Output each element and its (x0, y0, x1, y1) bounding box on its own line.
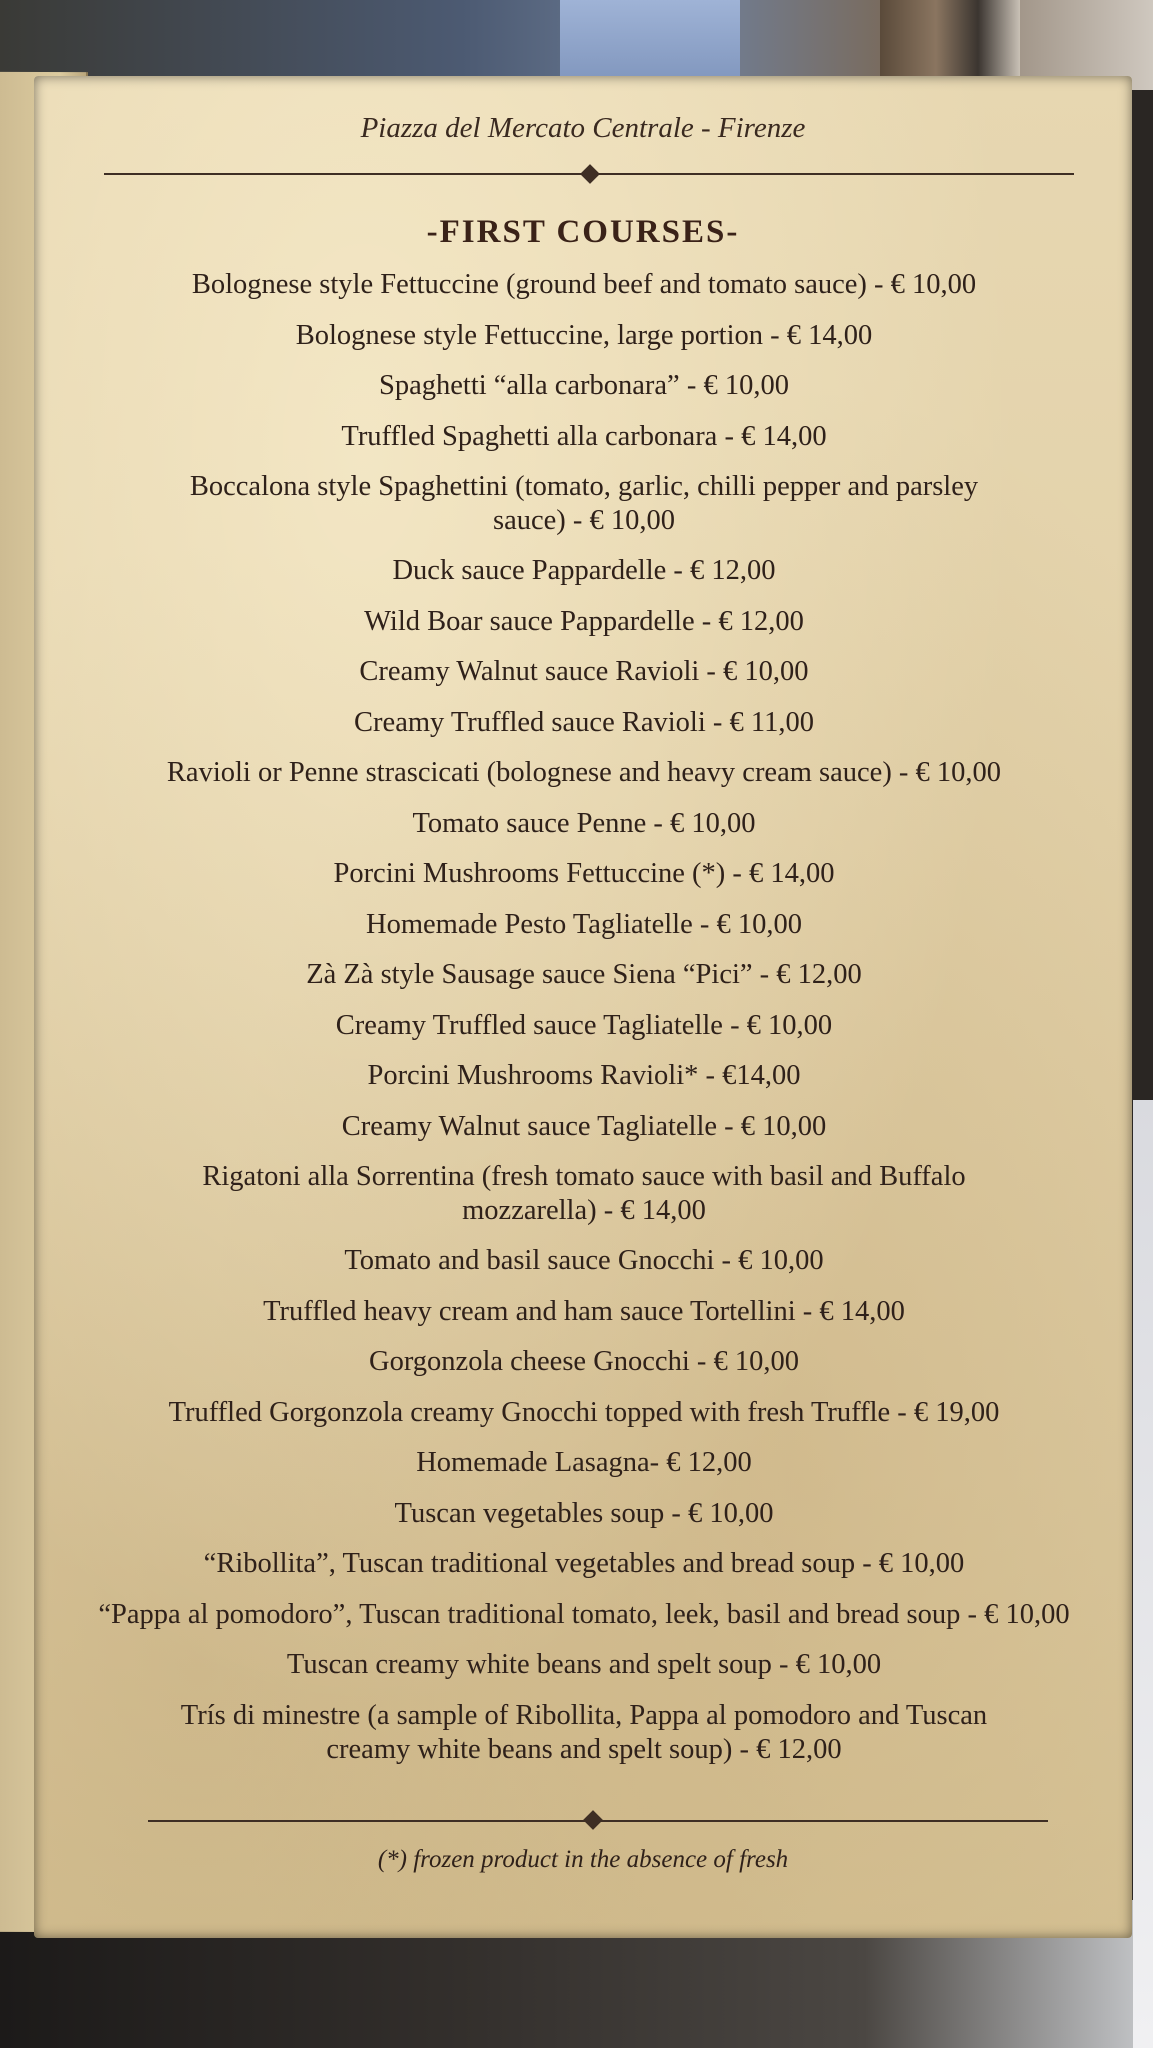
menu-item: Homemade Pesto Tagliatelle - € 10,00 (366, 908, 802, 940)
menu-item: Homemade Lasagna- € 12,00 (416, 1447, 752, 1478)
menu-item: Ravioli or Penne strascicati (bolognese and heavy cream sauce) - € 10,00 (166, 757, 1002, 788)
menu-item: Boccalona style Spaghettini (tomato, garlic, chilli pepper and parsley sauce) - € 10,00 (189, 471, 979, 536)
menu-item: Tomato sauce Penne - € 10,00 (412, 807, 756, 839)
menu-item: Truffled heavy cream and ham sauce Tortellini - € 14,00 (263, 1295, 905, 1327)
menu-item: Tomato and basil sauce Gnocchi - € 10,00 (344, 1245, 824, 1276)
menu-items-list (94, 268, 1074, 1783)
menu-item: “Pappa al pomodoro”, Tuscan traditional tomato, leek, basil and bread soup - € 10,00 (98, 1598, 1070, 1630)
menu-item: Porcini Mushrooms Ravioli* - €14,00 (367, 1060, 801, 1091)
background-tablecloth (1133, 1100, 1153, 2048)
menu-item: Porcini Mushrooms Fettuccine (*) - € 14,00 (333, 858, 835, 889)
menu-item: Gorgonzola cheese Gnocchi - € 10,00 (368, 1346, 799, 1377)
menu-item: Tuscan vegetables soup - € 10,00 (394, 1497, 774, 1529)
menu-item: Creamy Truffled sauce Ravioli - € 11,00 (354, 706, 814, 738)
menu-item: Bolognese style Fettuccine (ground beef and tomato sauce) - € 10,00 (191, 269, 977, 300)
section-title: -FIRST COURSES- (426, 214, 740, 250)
menu-item: Creamy Truffled sauce Tagliatelle - € 10,00 (335, 1009, 833, 1041)
menu-item: “Ribollita”, Tuscan traditional vegetables and bread soup - € 10,00 (203, 1548, 965, 1579)
menu-item: Creamy Walnut sauce Tagliatelle - € 10,00 (341, 1110, 827, 1142)
menu-item: Truffled Gorgonzola creamy Gnocchi topped with fresh Truffle - € 19,00 (168, 1396, 1000, 1428)
menu-item: Tuscan creamy white beans and spelt soup - € 10,00 (286, 1649, 882, 1680)
menu-location: Piazza del Mercato Centrale - Firenze (360, 112, 806, 144)
menu-item: Spaghetti “alla carbonara” - € 10,00 (379, 370, 789, 401)
header-diamond-ornament (580, 164, 600, 184)
menu-item: Truffled Spaghetti alla carbonara - € 14,00 (341, 420, 827, 452)
menu-page (34, 76, 1132, 1938)
footnote: (*) frozen product in the absence of fresh (377, 1846, 789, 1873)
menu-item: Trís di minestre (a sample of Ribollita, Pappa al pomodoro and Tuscan creamy white beans and spelt soup) - € 12,00 (180, 1699, 988, 1765)
menu-item: Bolognese style Fettuccine, large portion - € 14,00 (295, 319, 873, 351)
menu-item: Creamy Walnut sauce Ravioli - € 10,00 (359, 656, 809, 687)
footer-diamond-ornament (583, 1810, 603, 1830)
menu-item: Zà Zà style Sausage sauce Siena “Pici” - € 12,00 (306, 959, 862, 990)
menu-item: Rigatoni alla Sorrentina (fresh tomato sauce with basil and Buffalo mozzarella) - € 14,00 (202, 1161, 966, 1226)
menu-item: Duck sauce Pappardelle - € 12,00 (392, 555, 776, 586)
menu-item: Wild Boar sauce Pappardelle - € 12,00 (364, 605, 804, 637)
